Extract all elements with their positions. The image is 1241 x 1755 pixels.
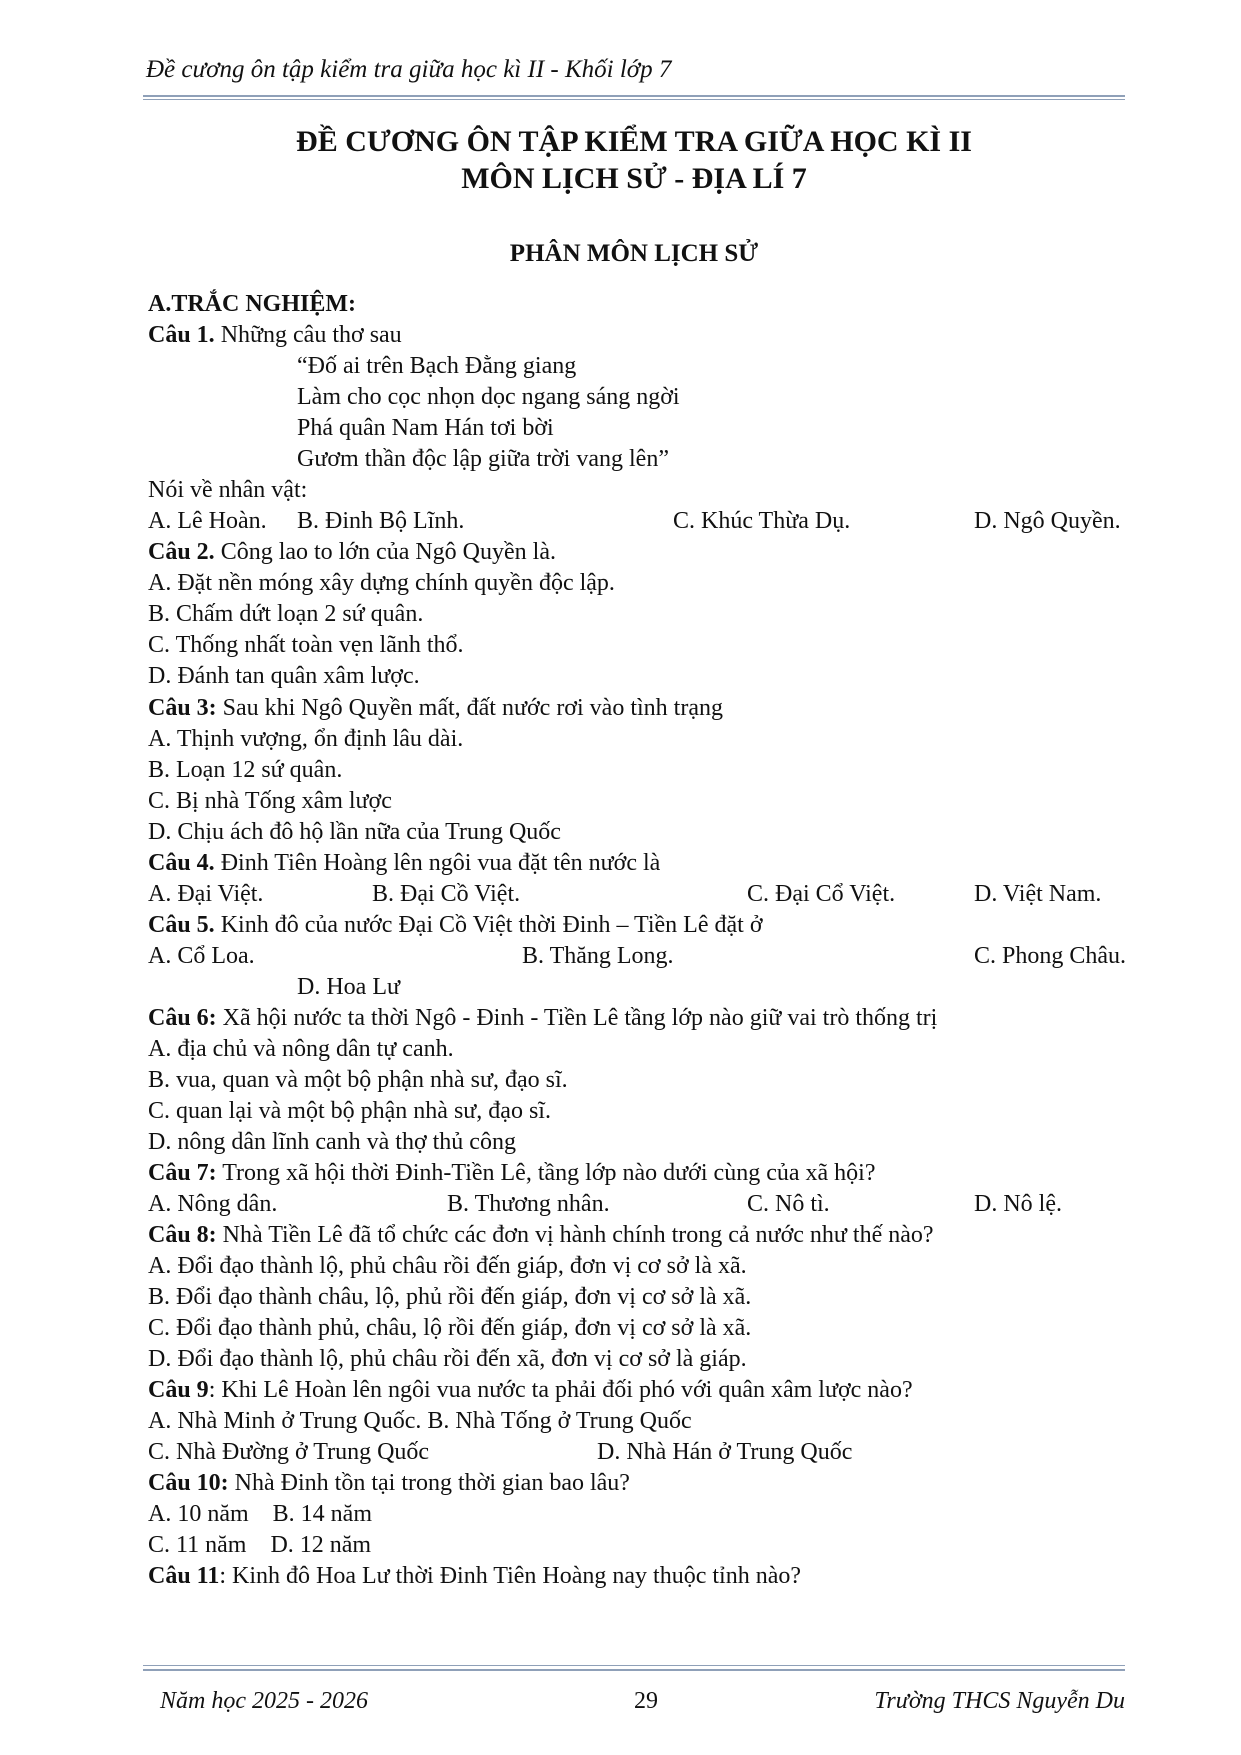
question-text: Những câu thơ sau: [214, 322, 402, 348]
footer-school-year: Năm học 2025 - 2026: [160, 1688, 368, 1714]
question-6: [148, 1004, 937, 1032]
footer-rule: [143, 1669, 1125, 1671]
option-a: A. Cổ Loa.: [148, 943, 255, 969]
question-9: [148, 1376, 913, 1404]
option-b: B. Thăng Long.: [522, 943, 674, 969]
question-label: Câu 4.: [148, 850, 215, 876]
option-b: B. Đại Cồ Việt.: [372, 881, 521, 907]
question-7: [148, 1159, 875, 1187]
option-cd: C. 11 năm D. 12 năm: [148, 1532, 372, 1558]
option-a: A. Lê Hoàn.: [148, 508, 267, 534]
footer-school-name: Trường THCS Nguyễn Du: [874, 1688, 1125, 1714]
option-d: D. Hoa Lư: [297, 974, 400, 1000]
question-text: Nhà Đinh tồn tại trong thời gian bao lâu?: [228, 1470, 630, 1496]
option-c: C. Phong Châu.: [974, 943, 1127, 969]
option-d: D. Chịu ách đô hộ lần nữa của Trung Quốc: [148, 819, 561, 845]
option-a: A. Đại Việt.: [148, 881, 264, 907]
question-label: Câu 8:: [148, 1222, 217, 1248]
question-11: [148, 1562, 801, 1590]
header-rule-thin: [143, 99, 1125, 100]
page-number: 29: [634, 1688, 658, 1714]
section-a-heading: A.TRẮC NGHIỆM:: [148, 291, 356, 317]
question-label: Câu 10:: [148, 1470, 229, 1496]
option-c: C. Khúc Thừa Dụ.: [673, 508, 851, 534]
option-b: B. Đổi đạo thành châu, lộ, phủ rồi đến giáp, đơn vị cơ sở là xã.: [148, 1284, 752, 1310]
question-3: [148, 694, 723, 722]
question-label: Câu 7:: [148, 1160, 217, 1186]
option-d: D. nông dân lĩnh canh và thợ thủ công: [148, 1129, 516, 1155]
question-label: Câu 3:: [148, 695, 217, 721]
question-label: Câu 2.: [148, 539, 215, 565]
option-d: D. Đánh tan quân xâm lược.: [148, 663, 420, 689]
question-text: Trong xã hội thời Đinh-Tiền Lê, tầng lớp nào dưới cùng của xã hội?: [216, 1160, 876, 1186]
option-c: C. Thống nhất toàn vẹn lãnh thổ.: [148, 632, 464, 658]
doc-title-line2: MÔN LỊCH SỬ - ĐỊA LÍ 7: [461, 162, 807, 195]
option-d: D. Việt Nam.: [974, 881, 1102, 907]
option-b: B. vua, quan và một bộ phận nhà sư, đạo sĩ.: [148, 1067, 568, 1093]
question-text: Đinh Tiên Hoàng lên ngôi vua đặt tên nước là: [214, 850, 661, 876]
option-d: D. Ngô Quyền.: [974, 508, 1121, 534]
question-text: Xã hội nước ta thời Ngô - Đinh - Tiền Lê tầng lớp nào giữ vai trò thống trị: [216, 1005, 938, 1031]
header-rule: [143, 95, 1125, 97]
question-8: [148, 1221, 934, 1249]
option-c: C. Bị nhà Tống xâm lược: [148, 788, 392, 814]
question-1: [148, 321, 402, 349]
option-b: B. Đinh Bộ Lĩnh.: [297, 508, 465, 534]
option-a: A. Đặt nền móng xây dựng chính quyền độc lập.: [148, 570, 615, 596]
option-ab: A. 10 năm B. 14 năm: [148, 1501, 372, 1527]
option-a: A. Thịnh vượng, ổn định lâu dài.: [148, 726, 464, 752]
question-text: Công lao to lớn của Ngô Quyền là.: [214, 539, 556, 565]
question-label: Câu 5.: [148, 912, 215, 938]
option-ab: A. Nhà Minh ở Trung Quốc. B. Nhà Tống ở Trung Quốc: [148, 1408, 692, 1434]
option-b: B. Thương nhân.: [447, 1191, 610, 1217]
question-label: Câu 1.: [148, 322, 215, 348]
option-b: B. Loạn 12 sứ quân.: [148, 757, 343, 783]
question-text: : Khi Lê Hoàn lên ngôi vua nước ta phải đối phó với quân xâm lược nào?: [208, 1377, 913, 1403]
section-subtitle: PHÂN MÔN LỊCH SỬ: [509, 240, 759, 267]
option-a: A. địa chủ và nông dân tự canh.: [148, 1036, 454, 1062]
footer-rule-thin: [143, 1665, 1125, 1666]
question-2: [148, 538, 556, 566]
question-label: Câu 9: [148, 1377, 209, 1403]
question-label: Câu 11: [148, 1563, 220, 1589]
option-d: D. Đổi đạo thành lộ, phủ châu rồi đến xã, đơn vị cơ sở là giáp.: [148, 1346, 747, 1372]
option-b: B. Chấm dứt loạn 2 sứ quân.: [148, 601, 424, 627]
poem-line: Gươm thần độc lập giữa trời vang lên”: [297, 446, 669, 472]
question-label: Câu 6:: [148, 1005, 217, 1031]
option-c: C. Nhà Đường ở Trung Quốc: [148, 1439, 430, 1465]
poem-line: “Đố ai trên Bạch Đằng giang: [297, 353, 577, 379]
option-c: C. Đại Cổ Việt.: [747, 881, 896, 907]
option-a: A. Đổi đạo thành lộ, phủ châu rồi đến giáp, đơn vị cơ sở là xã.: [148, 1253, 747, 1279]
poem-line: Phá quân Nam Hán tơi bời: [297, 415, 554, 441]
option-c: C. quan lại và một bộ phận nhà sư, đạo sĩ.: [148, 1098, 551, 1124]
option-c: C. Nô tì.: [747, 1191, 830, 1217]
question-10: [148, 1469, 630, 1497]
question-4: [148, 849, 660, 877]
question-text: : Kinh đô Hoa Lư thời Đinh Tiên Hoàng nay thuộc tỉnh nào?: [219, 1563, 802, 1589]
poem-line: Làm cho cọc nhọn dọc ngang sáng ngời: [297, 384, 680, 410]
header-text: Đề cương ôn tập kiểm tra giữa học kì II - Khối lớp 7: [146, 56, 672, 83]
doc-title-line1: ĐỀ CƯƠNG ÔN TẬP KIỂM TRA GIỮA HỌC KÌ II: [296, 125, 972, 158]
option-d: D. Nô lệ.: [974, 1191, 1062, 1217]
option-a: A. Nông dân.: [148, 1191, 278, 1217]
question-5: [148, 911, 763, 939]
option-c: C. Đổi đạo thành phủ, châu, lộ rồi đến giáp, đơn vị cơ sở là xã.: [148, 1315, 752, 1341]
option-d: D. Nhà Hán ở Trung Quốc: [597, 1439, 853, 1465]
question-text: Nói về nhân vật:: [148, 477, 308, 503]
question-text: Sau khi Ngô Quyền mất, đất nước rơi vào tình trạng: [216, 695, 723, 721]
question-text: Kinh đô của nước Đại Cồ Việt thời Đinh – Tiền Lê đặt ở: [214, 912, 763, 938]
question-text: Nhà Tiền Lê đã tổ chức các đơn vị hành chính trong cả nước như thế nào?: [216, 1222, 934, 1248]
